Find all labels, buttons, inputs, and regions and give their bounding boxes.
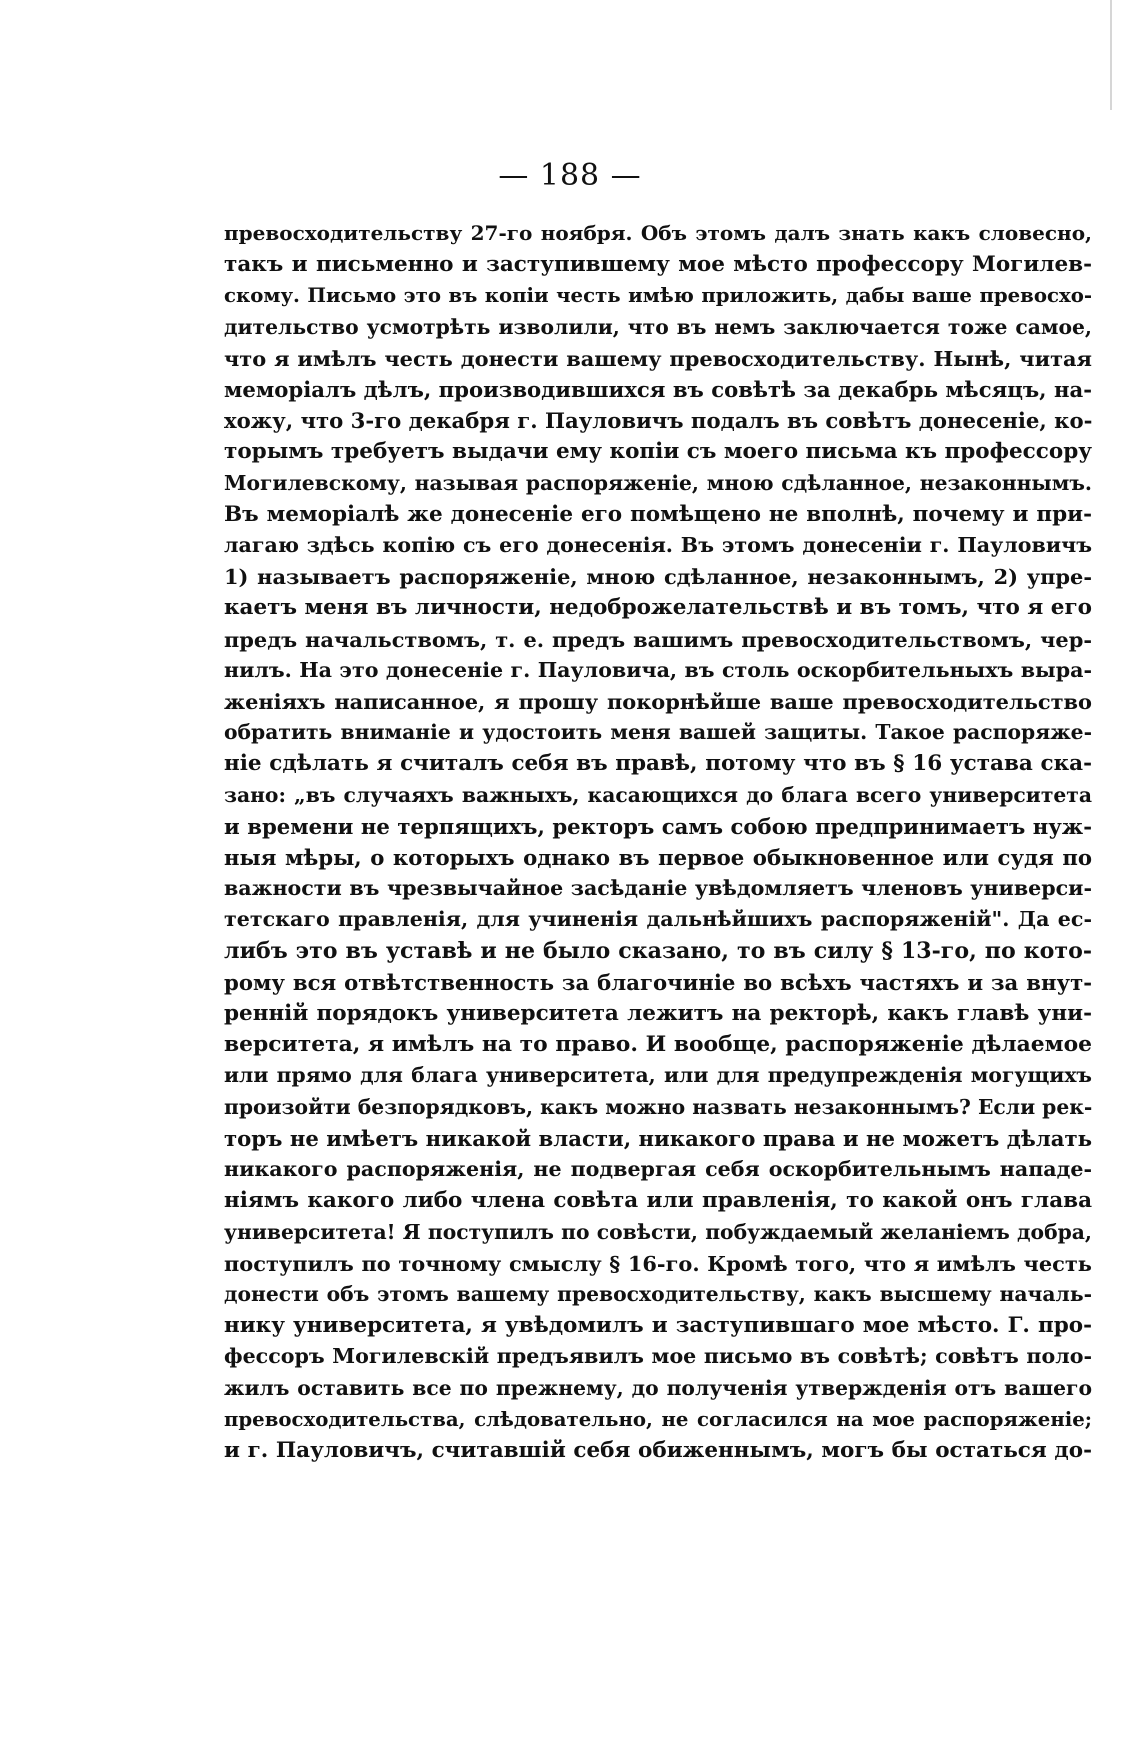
page-number: — 188 — — [498, 158, 642, 193]
scan-edge-line — [1110, 0, 1112, 110]
text-line: зано: „въ случаяхъ важныхъ, касающихся до блага всего университета — [224, 782, 1092, 807]
text-line: торъ не имѣетъ никакой власти, никакого права и не можетъ дѣлать — [224, 1125, 1092, 1151]
text-line: донести объ этомъ вашему превосходительству, какъ высшему началь- — [224, 1281, 1092, 1306]
text-line: ніе сдѣлать я считалъ себя въ правѣ, потому что въ § 16 устава ска- — [224, 751, 1092, 777]
text-line: ренній порядокъ университета лежитъ на ректорѣ, какъ главѣ уни- — [224, 1001, 1092, 1027]
text-line: верситета, я имѣлъ на то право. И вообще, распоряженіе дѣлаемое — [224, 1032, 1092, 1058]
text-line: хожу, что 3-го декабря г. Пауловичъ подалъ въ совѣтъ донесеніе, ко- — [224, 408, 1092, 434]
text-line: меморіалъ дѣлъ, производившихся въ совѣтѣ за декабрь мѣсяцъ, на- — [224, 377, 1092, 403]
text-line: Могилевскому, называя распоряженіе, мною сдѣланное, незаконнымъ. — [224, 470, 1092, 495]
text-line: никакого распоряженія, не подвергая себя оскорбительнымъ нападе- — [224, 1157, 1092, 1182]
text-line: тетскаго правленія, для учиненія дальнѣйшихъ распоряженій". Да ес- — [224, 907, 1092, 932]
body-text — [224, 218, 1092, 1466]
text-line: лагаю здѣсь копію съ его донесенія. Въ этомъ донесеніи г. Пауловичъ — [224, 533, 1092, 558]
text-line: важности въ чрезвычайное засѣданіе увѣдомляетъ членовъ универси- — [224, 876, 1092, 901]
text-line: женіяхъ написанное, я прошу покорнѣйше ваше превосходительство — [224, 689, 1092, 715]
text-line: 1) называетъ распоряженіе, мною сдѣланное, незаконнымъ, 2) упре- — [224, 564, 1092, 590]
text-line: что я имѣлъ честь донести вашему превосходительству. Нынѣ, читая — [224, 345, 1092, 371]
text-line: университета! Я поступилъ по совѣсти, побуждаемый желаніемъ добра, — [224, 1219, 1092, 1244]
text-line: дительство усмотрѣть изволили, что въ немъ заключается тоже самое, — [224, 314, 1092, 339]
text-line: торымъ требуетъ выдачи ему копіи съ моего письма къ профессору — [224, 439, 1092, 465]
text-line: произойти безпорядковъ, какъ можно назвать незаконнымъ? Если рек- — [224, 1094, 1092, 1119]
text-line: скому. Письмо это въ копіи честь имѣю приложить, дабы ваше превосхо- — [224, 284, 1092, 308]
text-line: Въ меморіалѣ же донесеніе его помѣщено не вполнѣ, почему и при- — [224, 501, 1092, 527]
text-line: поступилъ по точному смыслу § 16-го. Кромѣ того, что я имѣлъ честь — [224, 1250, 1092, 1276]
text-line: ныя мѣры, о которыхъ однако въ первое обыкновенное или судя по — [224, 845, 1092, 871]
text-line: фессоръ Могилевскій предъявилъ мое письмо въ совѣтѣ; совѣтъ поло- — [224, 1344, 1092, 1369]
text-line: каетъ меня въ личности, недоброжелательствѣ и въ томъ, что я его — [224, 595, 1092, 621]
text-line: ніямъ какого либо члена совѣта или правленія, то какой онъ глава — [224, 1188, 1092, 1214]
text-line: обратить вниманіе и удостоить меня вашей защиты. Такое распоряже- — [224, 720, 1092, 745]
text-line: превосходительства, слѣдовательно, не согласился на мое распоряженіе; — [224, 1407, 1092, 1431]
text-line: предъ начальствомъ, т. е. предъ вашимъ превосходительствомъ, чер- — [224, 626, 1092, 652]
text-line: такъ и письменно и заступившему мое мѣсто профессору Могилев- — [224, 252, 1092, 278]
text-line: нилъ. На это донесеніе г. Пауловича, въ столь оскорбительныхъ выра- — [224, 657, 1092, 682]
text-line: нику университета, я увѣдомилъ и заступившаго мое мѣсто. Г. про- — [224, 1313, 1092, 1339]
text-line: и г. Пауловичъ, считавшій себя обиженнымъ, могъ бы остаться до- — [224, 1437, 1092, 1463]
text-line: и времени не терпящихъ, ректоръ самъ собою предпринимаетъ нуж- — [224, 813, 1092, 839]
text-line: превосходительству 27-го ноября. Объ этомъ далъ знать какъ словесно, — [224, 221, 1092, 245]
text-line: либъ это въ уставѣ и не было сказано, то въ силу § 13-го, по кото- — [224, 937, 1092, 964]
text-line: или прямо для блага университета, или для предупрежденія могущихъ — [224, 1063, 1092, 1088]
text-line: рому вся отвѣтственность за благочиніе во всѣхъ частяхъ и за внут- — [224, 969, 1092, 995]
text-line: жилъ оставить все по прежнему, до полученія утвержденія отъ вашего — [224, 1375, 1092, 1400]
